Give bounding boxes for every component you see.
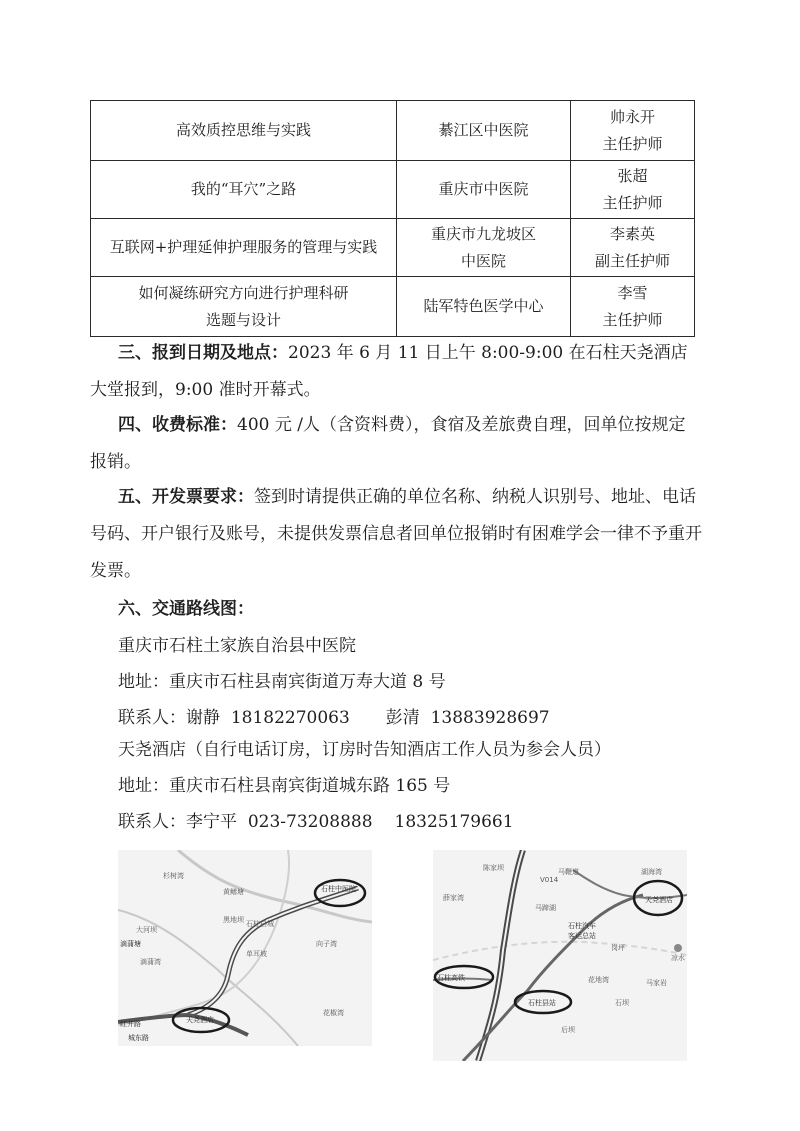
table-row (91, 101, 695, 161)
hotel-address: 地址：重庆市石柱县南宾街道城东路 165 号 (118, 776, 451, 796)
map-label: 城东路 (128, 1034, 149, 1042)
section-heading: 三、报到日期及地点： (118, 343, 288, 363)
map-label: 石柱汽车 (568, 922, 596, 930)
section-heading: 五、开发票要求： (118, 487, 254, 507)
schedule-table (90, 100, 695, 337)
map-label: 黑地坝 (223, 916, 244, 924)
map-label: 客运总站 (568, 932, 596, 940)
hospital-address: 地址：重庆市石柱县南宾街道万寿大道 8 号 (118, 672, 446, 692)
map-label: 向子湾 (316, 940, 337, 948)
section-text: 2023 年 6 月 11 日上午 8:00-9:00 在石柱天尧酒店大堂报到，9:00 准时开幕式。 (90, 343, 688, 400)
map-label: 陈家坝 (483, 864, 504, 872)
map-label: 大河坝 (136, 926, 157, 934)
table-row (91, 277, 695, 337)
map-label: 马家岩 (646, 979, 667, 987)
topic-cell: 高效质控思维与实践 (91, 101, 397, 161)
map-label: 后坝 (561, 1026, 575, 1034)
invoice-paragraph (90, 479, 702, 590)
section-heading: 六、交通路线图： (118, 599, 254, 619)
speaker-cell: 帅永开 主任护师 (571, 101, 695, 161)
speaker-cell: 张超 主任护师 (571, 161, 695, 219)
route-map-hotel (433, 850, 687, 1061)
map-label: 马鞭道 (558, 868, 579, 876)
map-label: 马蹄湖 (535, 904, 556, 912)
map-label: 滴蒲湾 (140, 958, 161, 966)
hospital-name: 重庆市石柱土家族自治县中医院 (118, 636, 356, 656)
map-label: 凉水 (671, 954, 685, 962)
topic-cell: 我的“耳穴”之路 (91, 161, 397, 219)
table-row (91, 219, 695, 277)
map-label: V014 (540, 876, 559, 884)
table-row (91, 161, 695, 219)
map-label: 石柱县站 (528, 999, 556, 1007)
section-text: 400 元 /人（含资料费），食宿及差旅费自理，回单位按规定报销。 (90, 415, 686, 472)
speaker-cell: 李素英 副主任护师 (571, 219, 695, 277)
map-label: 石坝 (615, 999, 629, 1007)
speaker-cell: 李雪 主任护师 (571, 277, 695, 337)
map-label: 薛家湾 (443, 894, 464, 902)
route-map-hospital (118, 850, 372, 1046)
map-label: 湖海湾 (641, 868, 662, 876)
map-label: 岗坪 (611, 944, 625, 952)
fee-paragraph (90, 407, 702, 481)
map-graphic (118, 850, 372, 1046)
unit-cell: 陆军特色医学中心 (397, 277, 571, 337)
map-label: 花地湾 (588, 976, 609, 984)
map-label: 天尧酒店 (186, 1016, 214, 1024)
map-label: 石柱县城 (246, 920, 274, 928)
map-label: 花椒湾 (323, 1009, 344, 1017)
unit-cell: 綦江区中医院 (397, 101, 571, 161)
map-graphic (433, 850, 687, 1061)
topic-cell: 互联网+护理延伸护理服务的管理与实践 (91, 219, 397, 277)
section-text: 签到时请提供正确的单位名称、纳税人识别号、地址、电话号码、开户银行及账号，未提供发票信息者回单位报销时有困难学会一律不予重开发票。 (90, 487, 702, 581)
section-heading: 四、收费标准： (118, 415, 237, 435)
hotel-contacts: 联系人：李宁平 023-73208888 18325179661 (118, 812, 514, 832)
map-label: 石柱中医院 (321, 885, 356, 893)
hospital-contacts: 联系人：谢静 18182270063 彭清 13883928697 (118, 708, 550, 728)
map-label: 石柱高铁 (437, 974, 465, 982)
map-label: 黄鳝塘 (223, 888, 244, 896)
map-label: 天尧酒店 (645, 896, 673, 904)
registration-paragraph (90, 335, 702, 409)
unit-cell: 重庆市中医院 (397, 161, 571, 219)
map-label: 红井路 (120, 1020, 141, 1028)
map-label: 杉树湾 (163, 872, 184, 880)
map-label: 单耳坡 (246, 950, 267, 958)
unit-cell: 重庆市九龙坡区 中医院 (397, 219, 571, 277)
topic-cell: 如何凝练研究方向进行护理科研 选题与设计 (91, 277, 397, 337)
map-label: 滴蒲塘 (120, 940, 141, 948)
hotel-name: 天尧酒店（自行电话订房，订房时告知酒店工作人员为参会人员） (118, 740, 611, 760)
